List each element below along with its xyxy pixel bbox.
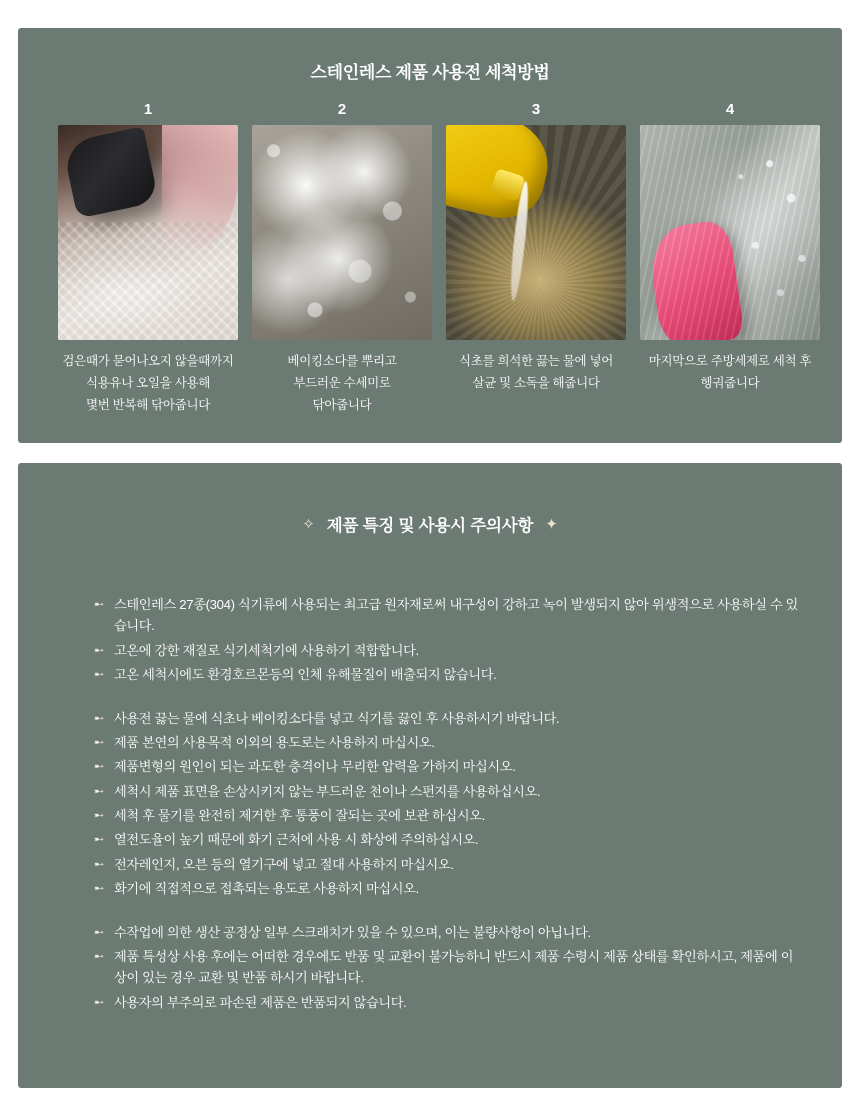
- step-caption: [287, 351, 396, 417]
- step-caption-line: 식용유나 오일을 사용해: [85, 375, 211, 390]
- arrow-bullet-icon: ➸: [94, 667, 104, 682]
- step-photo-oil-wipe: [58, 125, 238, 340]
- list-item: [94, 756, 802, 777]
- features-cautions-panel: [18, 463, 842, 1088]
- arrow-bullet-icon: ➸: [94, 642, 104, 657]
- list-item-text: 제품 특성상 사용 후에는 어떠한 경우에도 반품 및 교환이 불가능하니 반드시 제품 수령시 제품 상태를 확인하시고, 제품에 이상이 있는 경우 교환 및 반품 하시기 바랍니다.: [114, 948, 794, 986]
- arrow-bullet-icon: ➸: [94, 759, 104, 774]
- step-photo-dish-soap-rinse: [640, 125, 820, 340]
- list-item-text: 사용자의 부주의로 파손된 제품은 반품되지 않습니다.: [114, 994, 407, 1010]
- arrow-bullet-icon: ➸: [94, 856, 104, 871]
- step-caption: [62, 351, 233, 417]
- list-item: [94, 781, 802, 802]
- arrow-bullet-icon: ➸: [94, 710, 104, 725]
- arrow-bullet-icon: ➸: [94, 994, 104, 1009]
- list-item-text: 세척시 제품 표면을 손상시키지 않는 부드러운 천이나 스펀지를 사용하십시오.: [114, 783, 541, 799]
- list-item: [94, 946, 802, 989]
- list-item: [94, 829, 802, 850]
- arrow-bullet-icon: ➸: [94, 734, 104, 749]
- list-item-text: 세척 후 물기를 완전히 제거한 후 통풍이 잘되는 곳에 보관 하십시오.: [114, 808, 485, 823]
- step-number: 3: [531, 101, 541, 118]
- list-item: [94, 732, 802, 753]
- list-item-text: 전자레인지, 오븐 등의 열기구에 넣고 절대 사용하지 마십시오.: [114, 856, 454, 872]
- washing-method-panel: [18, 28, 842, 443]
- arrow-bullet-icon: ➸: [94, 597, 104, 611]
- features-cautions-title: 제품 특징 및 사용시 주의사항: [326, 517, 534, 536]
- washing-steps-list: [34, 101, 826, 417]
- washing-step-4: [640, 101, 820, 417]
- list-item-text: 화기에 직접적으로 접촉되는 용도로 사용하지 마십시오.: [114, 881, 419, 897]
- step-caption-line: 살균 및 소독을 해줍니다: [472, 375, 600, 390]
- arrow-bullet-icon: ➸: [94, 808, 104, 822]
- washing-step-2: [252, 101, 432, 417]
- list-item-text: 스테인레스 27종(304) 식기류에 사용되는 최고급 원자재로써 내구성이 강하고 녹이 발생되지 않아 위생적으로 사용하실 수 있습니다.: [114, 597, 799, 634]
- list-item-text: 제품변형의 원인이 되는 과도한 충격이나 무리한 압력을 가하지 마십시오.: [114, 759, 516, 775]
- list-item-text: 열전도율이 높기 때문에 화기 근처에 사용 시 화상에 주의하십시오.: [114, 832, 479, 848]
- step-caption-line: 몇번 반복해 닦아줍니다: [85, 397, 211, 412]
- step-number: 1: [143, 101, 153, 118]
- step-caption-line: 식초를 희석한 끓는 물에 넣어: [459, 354, 613, 368]
- cautions-group: [58, 708, 802, 900]
- arrow-bullet-icon: ➸: [94, 948, 104, 963]
- washing-step-3: [446, 101, 626, 417]
- step-caption: [649, 351, 812, 395]
- list-item-text: 고온 세척시에도 환경호르몬등의 인체 유해물질이 배출되지 않습니다.: [114, 667, 497, 683]
- arrow-bullet-icon: ➸: [94, 881, 104, 896]
- washing-method-title: 스테인레스 제품 사용전 세척방법: [310, 63, 550, 82]
- step-caption-line: 베이킹소다를 뿌리고: [287, 354, 397, 368]
- list-item-text: 수작업에 의한 생산 공정상 일부 스크래치가 있을 수 있으며, 이는 불량사항이 아닙니다.: [114, 924, 591, 940]
- list-item: [94, 805, 802, 826]
- list-item: [94, 854, 802, 875]
- sparkle-right-icon: ✦: [545, 515, 558, 533]
- features-cautions-header: [58, 499, 802, 550]
- step-caption: [459, 351, 613, 395]
- arrow-bullet-icon: ➸: [94, 783, 104, 798]
- list-item-text: 고온에 강한 재질로 식기세척기에 사용하기 적합합니다.: [114, 642, 419, 658]
- list-item: [94, 594, 802, 637]
- arrow-bullet-icon: ➸: [94, 924, 104, 939]
- list-item-text: 제품 본연의 사용목적 이외의 용도로는 사용하지 마십시오.: [114, 734, 435, 750]
- list-item: [94, 992, 802, 1013]
- sparkle-left-icon: ✧: [302, 515, 315, 533]
- step-number: 4: [725, 101, 735, 118]
- step-caption-line: 닦아줍니다: [312, 397, 372, 412]
- notices-group: [58, 922, 802, 1014]
- step-caption-line: 검은때가 묻어나오지 않을때까지: [62, 354, 234, 368]
- step-photo-vinegar-boil: [446, 125, 626, 340]
- step-caption-line: 헹궈줍니다: [700, 375, 760, 390]
- arrow-bullet-icon: ➸: [94, 832, 104, 847]
- step-number: 2: [337, 101, 347, 118]
- step-caption-line: 마지막으로 주방세제로 세척 후: [648, 354, 812, 368]
- features-group: [58, 594, 802, 686]
- list-item: [94, 922, 802, 943]
- list-item: [94, 708, 802, 729]
- list-item: [94, 878, 802, 899]
- list-item-text: 사용전 끓는 물에 식초나 베이킹소다를 넣고 식기를 끓인 후 사용하시기 바랍니다.: [114, 710, 560, 726]
- list-item: [94, 664, 802, 685]
- list-item: [94, 640, 802, 661]
- step-photo-baking-soda: [252, 125, 432, 340]
- step-caption-line: 부드러운 수세미로: [293, 375, 391, 390]
- washing-step-1: [58, 101, 238, 417]
